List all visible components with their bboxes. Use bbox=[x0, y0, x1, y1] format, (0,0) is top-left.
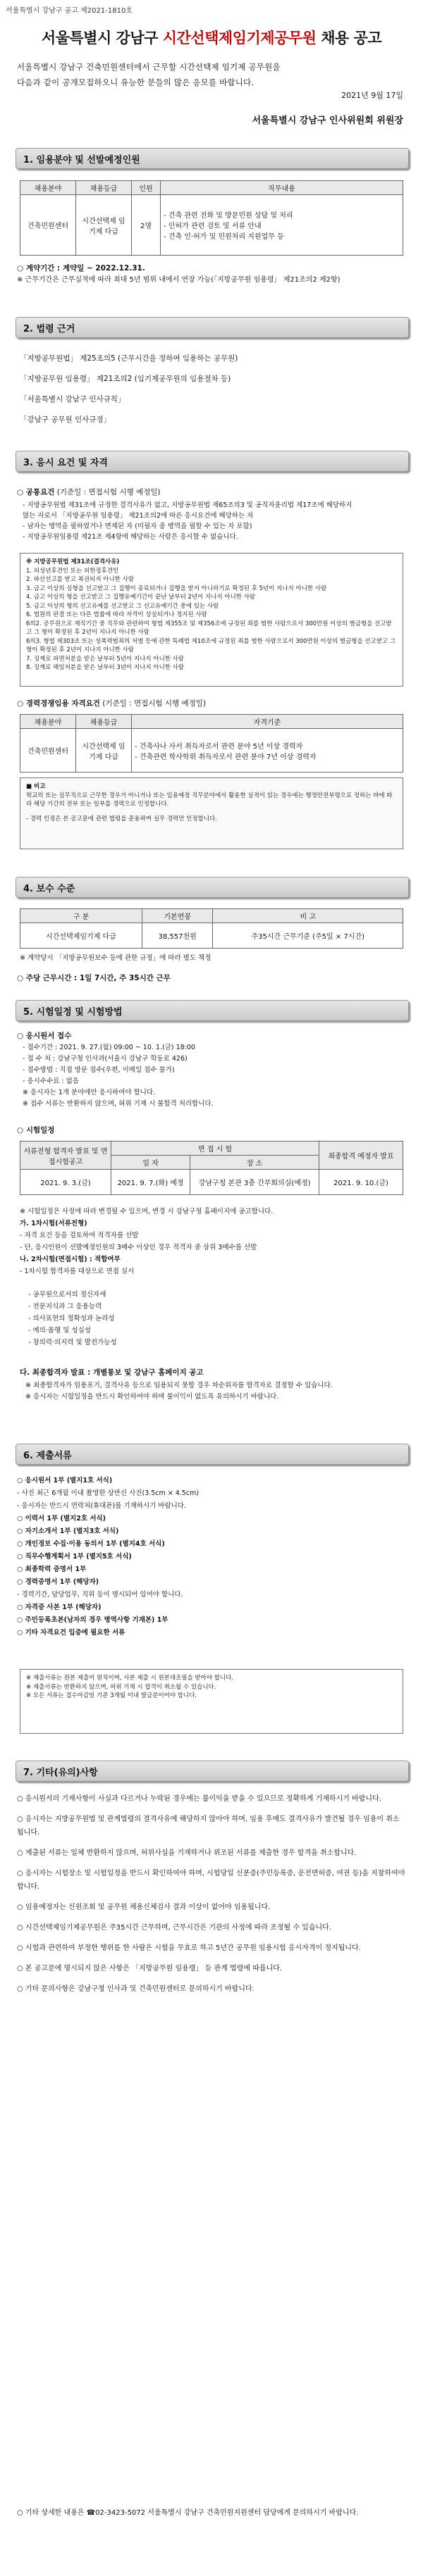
table-header: 채용등급 bbox=[76, 181, 132, 195]
section-heading-7: 7. 기타(유의)사항 bbox=[16, 1761, 409, 1782]
work-hours: ○ 주당 근무시간 : 1일 7시간, 주 35시간 근무 bbox=[17, 974, 171, 982]
application-title: ○ 응시원서 접수 bbox=[17, 1032, 72, 1040]
title-suffix: 채용 공고 bbox=[321, 30, 382, 46]
section-heading-4: 4. 보수 수준 bbox=[16, 877, 409, 898]
law-item: 「지방공무원법」 제25조의5 (근무시간을 정하여 임용하는 공무원) bbox=[20, 354, 238, 363]
table-header: 채용분야 bbox=[20, 181, 76, 195]
table-header: 인원 bbox=[132, 181, 161, 195]
application-details: - 접수기간 : 2021. 9. 27.(월) 09:00 ~ 10. 1.(금) 18:00 - 접 수 처 : 강남구청 인사과(서울시 강남구 학동로 426) - 접수방법 : 직접 방문 접수(우편, 이메일 접수 불가) - 응시수수료 : 없음 ※ 응시자는 1개 분야에만 응시하여야 합니다. ※ 접수 서류는 반환하지 않으며, 허위 기재 시 불합격 처리합니다. bbox=[23, 1044, 214, 1108]
exam-steps: ※ 시험일정은 사정에 따라 변경될 수 있으며, 변경 시 강남구청 홈페이지에 공고합니다. 가. 1차시험(서류전형) - 자격 요건 등을 검토하여 적격자를 선발 - 단, 응시인원이 선발예정인원의 3배수 이상인 경우 적격자 중 상위 3배수를 선발 나. 2차시험(면접시험) : 적합여부 - 1차시험 합격자를 대상으로 면접 실시 bbox=[20, 1208, 274, 1275]
page-title bbox=[0, 27, 423, 48]
disqualification-box: ※ 지방공무원법 제31조(결격사유) 1. 피성년후견인 또는 피한정후견인 2. 파산선고를 받고 복권되지 아니한 사람 3. 금고 이상의 실형을 선고받고 그 집행이 종료되거나 집행을 받지 아니하기로 확정된 후 5년이 지나지 아니한 사람 4. 금고 이상의 형을 선고받고 그 집행유예기간이 끝난 날부터 2년이 지나지 아니한 사람 5. 금고 이상의 형의 선고유예를 선고받고 그 선고유예기간 중에 있는 사람 6. 법원의 판결 또는 다른 법률에 따라 자격이 상실되거나 정지된 사람 6의2. 공무원으로 재직기간 중 직무와 관련하여 형법 제355조 및 제356조에 규정된 죄를 범한 사람으로서 300만원 이상의 벌금형을 선고받고 그 형이 확정된 후 2년이 지나지 아니한 사람 6의3. 형법 제303조 또는 성폭력범죄의 처벌 등에 관한 특례법 제10조에 규정된 죄를 범한 사람으로서 300만원 이상의 벌금형을 선고받고 그 형이 확정된 후 2년이 지나지 아니한 사람 7. 징계로 파면처분을 받은 날부터 5년이 지나지 아니한 사람 8. 징계로 해임처분을 받은 날부터 3년이 지나지 아니한 사람 bbox=[20, 553, 403, 687]
title-highlight: 시간선택제임기제공무원 bbox=[162, 30, 317, 46]
required-documents: ○ 응시원서 1부 (별지1호 서식) - 사진 최근 6개월 이내 촬영한 상반신 사진(3.5cm × 4.5cm) - 응시자는 반드시 연락처(휴대폰)를 기재하시기 바랍니다. ○ 이력서 1부 (별지2호 서식) ○ 자기소개서 1부 (별지3호 서식) ○ 개인정보 수집·이용 동의서 1부 (별지4호 서식) ○ 직무수행계획서 1부 (별지5호 서식) ○ 최종학력 증명서 1부 ○ 경력증명서 1부 (해당자) - 경력기간, 담당업무, 직위 등이 명시되어 있어야 합니다. ○ 자격증 사본 1부 (해당자) ○ 주민등록초본(남자의 경우 병역사항 기재본) 1부 ○ 기타 자격요건 입증에 필요한 서류 bbox=[17, 1477, 200, 1637]
duties-cell: - 건축 관련 전화 및 방문민원 상담 및 처리 - 인허가 관련 검토 및 서류 안내 - 건축 인·허가 및 민원처리 지원업무 등 bbox=[161, 195, 403, 256]
signer: 서울특별시 강남구 인사위원회 위원장 bbox=[252, 115, 403, 126]
career-requirements-title: ○ 경력경쟁임용 자격요건 (기준일 : 면접시험 시행 예정일) bbox=[17, 699, 207, 708]
law-item: 「강남구 공무원 인사규정」 bbox=[20, 415, 111, 424]
common-requirements: - 지방공무원법 제31조에 규정한 결격사유가 없고, 지방공무원법 제65조의3 및 공직자윤리법 제17조에 해당하지 않는 자로서 「지방공무원 임용령」 제21조의2에 따른 응시요건에 해당하는 자 - 남자는 병역을 필하였거나 면제된 자 (미필자 중 병역을 필할 수 있는 자 포함) - 지방공무원임용령 제21조 제4항에 해당하는 사람은 응시할 수 없습니다. bbox=[23, 501, 352, 541]
contract-note: ※ 근무기간은 근무실적에 따라 최대 5년 범위 내에서 연장 가능(「지방공무원 임용령」 제21조의2 제2항) bbox=[17, 276, 341, 284]
contract-period: ○ 계약기간 : 계약일 ~ 2022.12.31. bbox=[17, 264, 145, 273]
intro-line: 다음과 같이 공개모집하오니 유능한 분들의 많은 응모를 바랍니다. bbox=[17, 77, 255, 87]
law-item: 「서울특별시 강남구 인사규칙」 bbox=[20, 395, 125, 404]
documents-note-box: ※ 제출서류는 원본 제출이 원칙이며, 사본 제출 시 원본대조필을 받아야 합니다. ※ 제출서류는 반환하지 않으며, 허위 기재 시 합격이 취소될 수 있습니다. ※ 모든 서류는 접수마감일 기준 3개월 이내 발급분이어야 합니다. bbox=[20, 1669, 403, 1734]
final-result-title: 다. 최종합격자 발표 : 개별통보 및 강남구 홈페이지 공고 bbox=[20, 1368, 204, 1377]
table-cell: 2명 bbox=[132, 195, 161, 256]
schedule-title: ○ 시험일정 bbox=[17, 1126, 55, 1134]
announce-date: 2021년 9월 17일 bbox=[341, 91, 403, 100]
position-table bbox=[20, 180, 403, 256]
schedule-table: 서류전형 합격자 발표 및 면접시험공고 면 접 시 험 최종합격 예정자 발표 일 자 장 소 2021. 9. 3.(금) 2021. 9. 7.(화) 예정 강남구청 본관 3층 간부회의실(예정) 2021. 9. 10.(금) bbox=[20, 1141, 403, 1195]
section-heading-3: 3. 응시 요건 및 자격 bbox=[16, 451, 409, 472]
law-list bbox=[20, 349, 238, 430]
contact-info: ○ 기타 상세한 내용은 ☎02-3423-5072 서울특별시 강남구 건축민원지원센터 담당에게 문의하시기 바랍니다. bbox=[17, 2509, 359, 2517]
evaluation-criteria: - 공무원으로서의 정신자세 - 전문지식과 그 응용능력 - 의사표현의 정확성과 논리성 - 예의·품행 및 성실성 - 창의력·의지력 및 발전가능성 bbox=[28, 1291, 117, 1346]
common-requirements-title: ○ 공통요건 (기준일 : 면접시험 시행 예정일) bbox=[17, 488, 161, 496]
section-heading-2: 2. 법령 근거 bbox=[16, 317, 409, 338]
final-result-notes: ※ 최종합격자가 임용포기, 결격사유 등으로 임용되지 못할 경우 차순위자를 합격자로 결정할 수 있습니다. ※ 응시자는 시험일정을 반드시 확인하여야 하며 불이익이 없도록 유의하시기 바랍니다. bbox=[25, 1382, 333, 1401]
qualification-table: 채용분야 채용등급 자격기준 건축민원센터 시간선택제 임기제 다급 - 건축사나 사서 취득자로서 관련 분야 5년 이상 경력자 - 건축관련 학사학위 취득자로서 관련 분야 7년 이상 경력자 bbox=[20, 714, 403, 773]
table-cell: 시간선택제 임기제 다급 bbox=[76, 195, 132, 256]
section-heading-5: 5. 시험일정 및 시험방법 bbox=[16, 1000, 409, 1021]
law-item: 「지방공무원 임용령」 제21조의2 (임기제공무원의 임용절차 등) bbox=[20, 375, 231, 383]
section-heading-1: 1. 임용분야 및 선발예정인원 bbox=[16, 148, 409, 169]
document-reference: 서울특별시 강남구 공고 제2021-1810호 bbox=[6, 7, 133, 15]
title-prefix: 서울특별시 강남구 bbox=[41, 30, 158, 46]
salary-table: 구 분 기본연봉 비 고 시간선택제임기제 다급 38,557천원 주35시간 근무기준 (주5일 × 7시간) bbox=[20, 908, 403, 949]
qualification-note: ■ 비고 학교의 또는 실무직으로 근무한 경우가 아니거나 또는 입용예정 직무분야에서 활용한 실적이 있는 경우에는 행정안전부령으로 정하는 바에 따라 해당 기간의 전부 또는 일부를 경력으로 인정합니다. - 경력 인정은 본 공고문에 관련 법령을 준용하며 실무 경력만 인정합니다. bbox=[20, 777, 403, 849]
intro-text bbox=[17, 59, 409, 90]
section-heading-6: 6. 제출서류 bbox=[16, 1444, 409, 1465]
intro-line: 서울특별시 강남구 건축민원센터에서 근무할 시간선택제 임기제 공무원을 bbox=[17, 62, 281, 72]
table-cell: 건축민원센터 bbox=[20, 195, 76, 256]
salary-note: ※ 계약당시 「지방공무원보수 등에 관한 규정」에 따라 별도 책정 bbox=[20, 954, 212, 962]
notice-list: ○ 응시원서의 기재사항이 사실과 다르거나 누락된 경우에는 불이익을 받을 수 있으므로 정확하게 기재하시기 바랍니다. ○ 응시자는 지방공무원법 및 관계법령의 결격사유에 해당하지 않아야 하며, 임용 후에도 결격사유가 발견될 경우 임용이 취소됩니다. ○ 제출된 서류는 일체 반환하지 않으며, 허위사실을 기재하거나 위조된 서류를 제출한 경우 합격을 취소합니다. ○ 응시자는 시험장소 및 시험일정을 반드시 확인하여야 하며, 시험당일 신분증(주민등록증, 운전면허증, 여권 등)을 지참하여야 합니다. ○ 임용예정자는 신원조회 및 공무원 채용신체검사 결과 이상이 없어야 임용됩니다. ○ 시간선택제임기제공무원은 주35시간 근무하며, 근무시간은 기관의 사정에 따라 조정될 수 있습니다. ○ 시험과 관련하여 부정한 행위를 한 사람은 시험을 무효로 하고 5년간 공무원 임용시험 응시자격이 정지됩니다. ○ 본 공고문에 명시되지 않은 사항은 「지방공무원 임용령」 등 관계 법령에 따릅니다. ○ 기타 문의사항은 강남구청 인사과 및 건축민원센터로 문의하시기 바랍니다. bbox=[17, 1795, 405, 1993]
table-header: 직무내용 bbox=[161, 181, 403, 195]
